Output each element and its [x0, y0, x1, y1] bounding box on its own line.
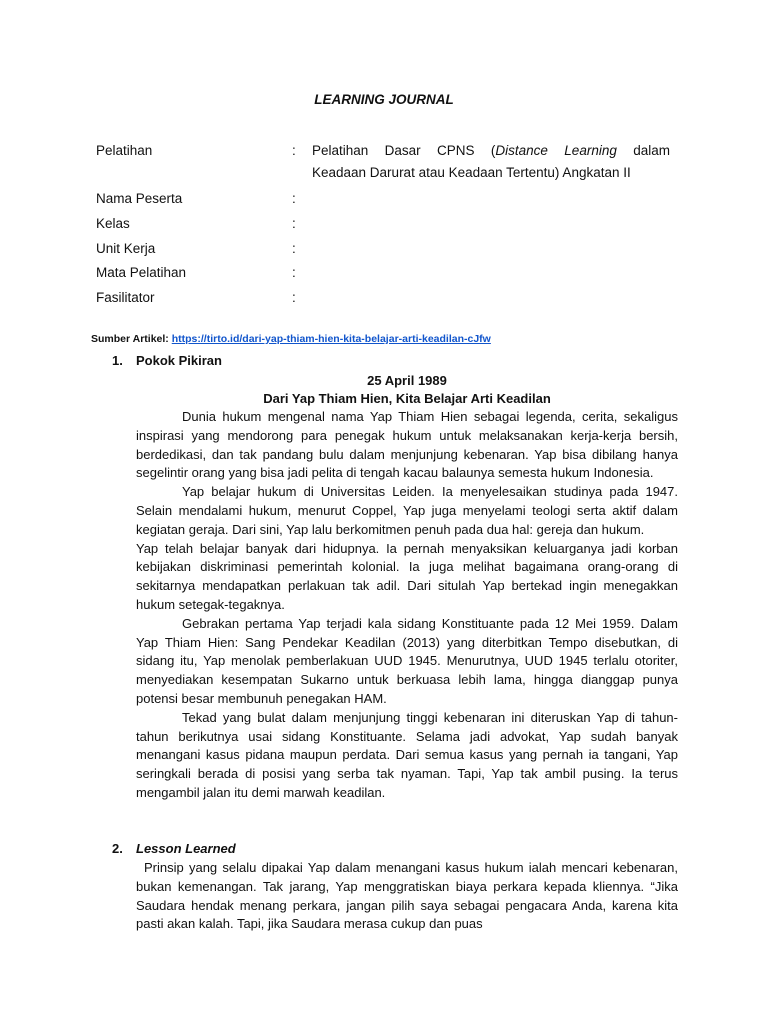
article-title: Dari Yap Thiam Hien, Kita Belajar Arti Keadilan [263, 391, 551, 406]
word: dalam [633, 143, 670, 158]
paragraph: Yap telah belajar banyak dari hidupnya. Ia pernah menyaksikan keluarganya jadi korban kebijakan diskriminasi pemerintah kolonial. Ia juga melihat bagaimana orang-orang di sekitarnya mendapatkan perlakuan tak adil. Dari situlah Yap bertekad ingin menegakkan hukum setegak-tegaknya. [136, 540, 678, 612]
source-label: Sumber Artikel: [91, 333, 169, 345]
paragraph: Dunia hukum mengenal nama Yap Thiam Hien sebagai legenda, cerita, sekaligus inspirasi yang mendorong para penegak hukum untuk melaksanakan kerja-kerja bersih, berdedikasi, dan tak pandang bulu dalam menjunjung kebenaran. Yap bisa dibilang hanya segelintir orang yang bisa jadi pelita di tengah kacau balaunya semesta hukum Indonesia. [136, 409, 678, 481]
section-title: Pokok Pikiran [136, 353, 222, 368]
meta-colon: : [292, 241, 296, 256]
meta-label-pelatihan: Pelatihan [96, 143, 153, 158]
source-link[interactable]: https://tirto.id/dari-yap-thiam-hien-kita-belajar-arti-keadilan-cJfw [171, 333, 491, 345]
meta-colon: : [292, 265, 296, 280]
paragraph: Tekad yang bulat dalam menjunjung tinggi kebenaran ini diteruskan Yap di tahun-tahun berikutnya usai sidang Konstituante. Selama jadi advokat, Yap sudah banyak menangani kasus pidana maupun perdata. Dari semua kasus yang pernah ia tangani, Yap seringkali berada di posisi yang serba tak nyaman. Tapi, Yap tak ambil pusing. Ia terus mengambil jalan itu demi marwah keadilan. [136, 709, 678, 800]
paragraph: Gebrakan pertama Yap terjadi kala sidang Konstituante pada 12 Mei 1959. Dalam Yap Thiam Hien: Sang Pendekar Keadilan (2013) yang diterbitkan Tempo disebutkan, di sidang itu, Yap menolak pemberlakuan UUD 1945. Menurutnya, UUD 1945 terlalu otoriter, menyediakan kesempatan Sukarno untuk berkuasa lebih lama, hingga dianggap punya potensi besar membunuh penegakan HAM. [136, 615, 678, 706]
meta-value-line-1 [312, 143, 670, 158]
meta-value-pelatihan [312, 143, 670, 180]
meta-label-fasilitator: Fasilitator [96, 290, 155, 305]
word: Learning [564, 143, 617, 158]
paragraph: Prinsip yang selalu dipakai Yap dalam menangani kasus hukum ialah mencari kebenaran, bukan kemenangan. Tak jarang, Yap menggratiskan biaya perkara kepada kliennya. “Jika Saudara hendak menang perkara, jangan pilih saya sebagai pengacara Anda, karena kita pasti akan kalah. Tapi, jika Saudara merasa cukup dan puas [136, 860, 678, 932]
section-number: 1. [112, 353, 123, 368]
word: Pelatihan [312, 143, 369, 158]
meta-label-kelas: Kelas [96, 216, 130, 231]
document-title: LEARNING JOURNAL [314, 92, 454, 107]
meta-colon: : [292, 290, 296, 305]
meta-value-line-2: Keadaan Darurat atau Keadaan Tertentu) Angkatan II [312, 165, 631, 180]
word: Dasar [384, 143, 421, 158]
meta-colon: : [292, 143, 296, 158]
section2-body [136, 859, 678, 934]
source-line [91, 333, 491, 345]
section-heading-lesson-learned [112, 841, 236, 856]
section1-body [136, 408, 678, 803]
paragraph: Yap belajar hukum di Universitas Leiden. Ia menyelesaikan studinya pada 1947. Selain mendalami hukum, menurut Coppel, Yap juga menyelami teologi serta aktif dalam kegiatan geraja. Dari sini, Yap lalu berkomitmen penuh pada dua hal: gereja dan hukum. [136, 484, 678, 537]
meta-colon: : [292, 191, 296, 206]
word: CPNS [437, 143, 475, 158]
meta-colon: : [292, 216, 296, 231]
section-number: 2. [112, 841, 123, 856]
meta-label-unit-kerja: Unit Kerja [96, 241, 156, 256]
section-heading-pokok-pikiran [112, 353, 222, 368]
section-title: Lesson Learned [136, 841, 236, 856]
meta-label-nama-peserta: Nama Peserta [96, 191, 183, 206]
word: (Distance [490, 143, 548, 158]
article-date: 25 April 1989 [367, 373, 447, 388]
meta-label-mata-pelatihan: Mata Pelatihan [96, 265, 187, 280]
